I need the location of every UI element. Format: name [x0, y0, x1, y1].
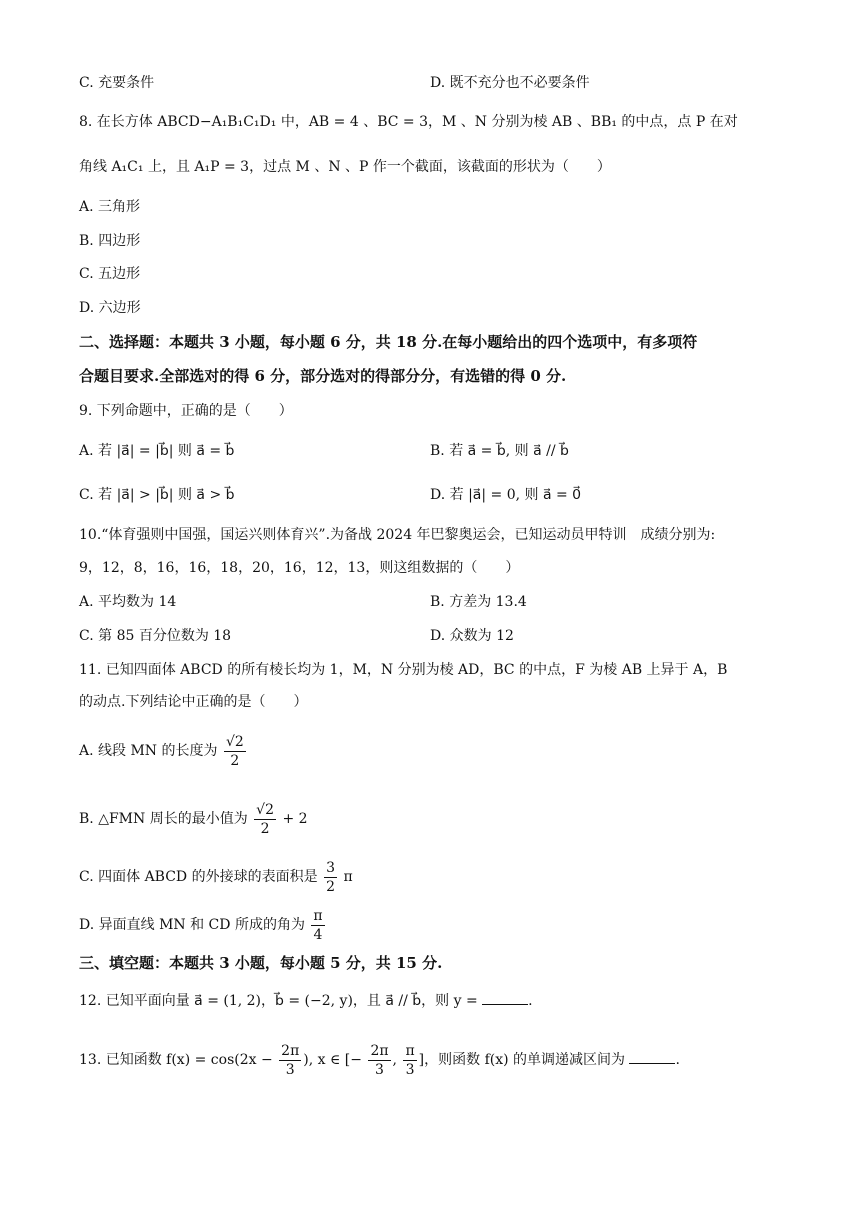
q9-option-a: A. 若 |a⃗| = |b⃗| 则 a⃗ = b⃗	[79, 443, 235, 459]
q11-option-c	[79, 858, 353, 896]
q11-option-d-text: D. 异面直线 MN 和 CD 所成的角为	[79, 917, 305, 933]
fraction-numerator: √2	[256, 801, 274, 818]
fraction-numerator: 2π	[370, 1042, 389, 1059]
fraction-denominator: 3	[405, 1061, 415, 1078]
q10-option-b: B. 方差为 13.4	[430, 594, 527, 610]
fraction-numerator: √2	[225, 733, 244, 750]
q13-end: .	[675, 1052, 680, 1068]
q11-stem-line1: 11. 已知四面体 ABCD 的所有棱长均为 1，M，N 分别为棱 AD，BC 的中点，F 为棱 AB 上异于 A，B	[79, 662, 728, 678]
fraction-denominator: 3	[375, 1061, 384, 1078]
q12-tail: .	[528, 993, 533, 1009]
q11-option-b-text: B. △FMN 周长的最小值为	[79, 811, 248, 827]
q8-option-a: A. 三角形	[79, 199, 141, 215]
q8-stem-line2: 角线 A₁C₁ 上，且 A₁P = 3，过点 M 、N 、P 作一个截面，该截面的形状为（ ）	[79, 159, 611, 175]
fraction-denominator: 4	[313, 926, 323, 943]
q8-option-b: B. 四边形	[79, 233, 141, 249]
q11-option-b-fraction	[254, 801, 276, 838]
fraction-denominator: 2	[260, 820, 270, 837]
q11-option-a	[79, 732, 248, 770]
q11-option-d	[79, 906, 327, 944]
fraction-numerator: 3	[326, 859, 335, 876]
q13-fraction-2	[368, 1042, 390, 1079]
q10-stem-line2: 9，12，8，16，16，18，20，16，12，13，则这组数据的（ ）	[79, 560, 520, 576]
q9-option-c: C. 若 |a⃗| > |b⃗| 则 a⃗ > b⃗	[79, 487, 235, 503]
q12-text: 12. 已知平面向量 a⃗ = (1, 2)，b⃗ = (−2, y)，且 a⃗ // b⃗，则 y =	[79, 993, 478, 1009]
q13-head: 13. 已知函数 f(x) = cos(2x −	[79, 1052, 273, 1068]
q11-option-a-text: A. 线段 MN 的长度为	[79, 743, 218, 759]
section2-heading-line2: 合题目要求.全部选对的得 6 分，部分选对的得部分分，有选错的得 0 分.	[79, 367, 567, 385]
q11-option-b	[79, 800, 308, 838]
q13-mid: ), x ∈ [−	[303, 1052, 362, 1068]
q13-stem	[79, 1040, 680, 1080]
q8-option-c: C. 五边形	[79, 266, 141, 282]
q10-stem-line1: 10.“体育强则中国强，国运兴则体育兴”.为备战 2024 年巴黎奥运会，已知运动员甲特训 成绩分别为:	[79, 527, 716, 543]
q13-fraction-1	[279, 1042, 301, 1079]
q10-option-c: C. 第 85 百分位数为 18	[79, 628, 232, 644]
q11-option-c-tail: π	[343, 869, 353, 885]
q9-option-b: B. 若 a⃗ = b⃗, 则 a⃗ // b⃗	[430, 443, 569, 459]
q7-option-d: D. 既不充分也不必要条件	[430, 75, 590, 91]
q11-option-d-fraction	[311, 907, 324, 944]
q12-stem	[79, 990, 533, 1011]
q13-tail: ]，则函数 f(x) 的单调递减区间为	[418, 1052, 626, 1068]
q9-option-d: D. 若 |a⃗| = 0, 则 a⃗ = 0⃗	[430, 487, 582, 503]
q11-option-c-text: C. 四面体 ABCD 的外接球的表面积是	[79, 869, 318, 885]
q10-option-a: A. 平均数为 14	[79, 594, 177, 610]
q11-option-a-fraction	[224, 733, 246, 770]
fraction-numerator: 2π	[281, 1042, 300, 1059]
fraction-denominator: 2	[326, 878, 335, 895]
q13-fraction-3	[403, 1042, 416, 1079]
fraction-denominator: 2	[230, 752, 240, 769]
q7-option-c: C. 充要条件	[79, 75, 155, 91]
fraction-numerator: π	[313, 907, 323, 924]
q11-option-b-tail: + 2	[282, 811, 308, 827]
q13-answer-blank[interactable]	[629, 1049, 675, 1064]
fraction-numerator: π	[405, 1042, 415, 1059]
q8-option-d: D. 六边形	[79, 300, 141, 316]
q13-comma: ,	[392, 1052, 397, 1068]
q12-answer-blank[interactable]	[482, 990, 528, 1005]
q10-option-d: D. 众数为 12	[430, 628, 514, 644]
section3-heading: 三、填空题：本题共 3 小题，每小题 5 分，共 15 分.	[79, 954, 443, 972]
q9-stem: 9. 下列命题中，正确的是（ ）	[79, 403, 293, 419]
q11-option-c-fraction	[324, 859, 337, 896]
q8-stem-line1: 8. 在长方体 ABCD−A₁B₁C₁D₁ 中，AB = 4 、BC = 3，M 、N 分别为棱 AB 、BB₁ 的中点，点 P 在对	[79, 114, 738, 130]
fraction-denominator: 3	[285, 1061, 295, 1078]
q11-stem-line2: 的动点.下列结论中正确的是（ ）	[79, 694, 308, 710]
section2-heading-line1: 二、选择题：本题共 3 小题，每小题 6 分，共 18 分.在每小题给出的四个选项中，有多项符	[79, 333, 698, 351]
